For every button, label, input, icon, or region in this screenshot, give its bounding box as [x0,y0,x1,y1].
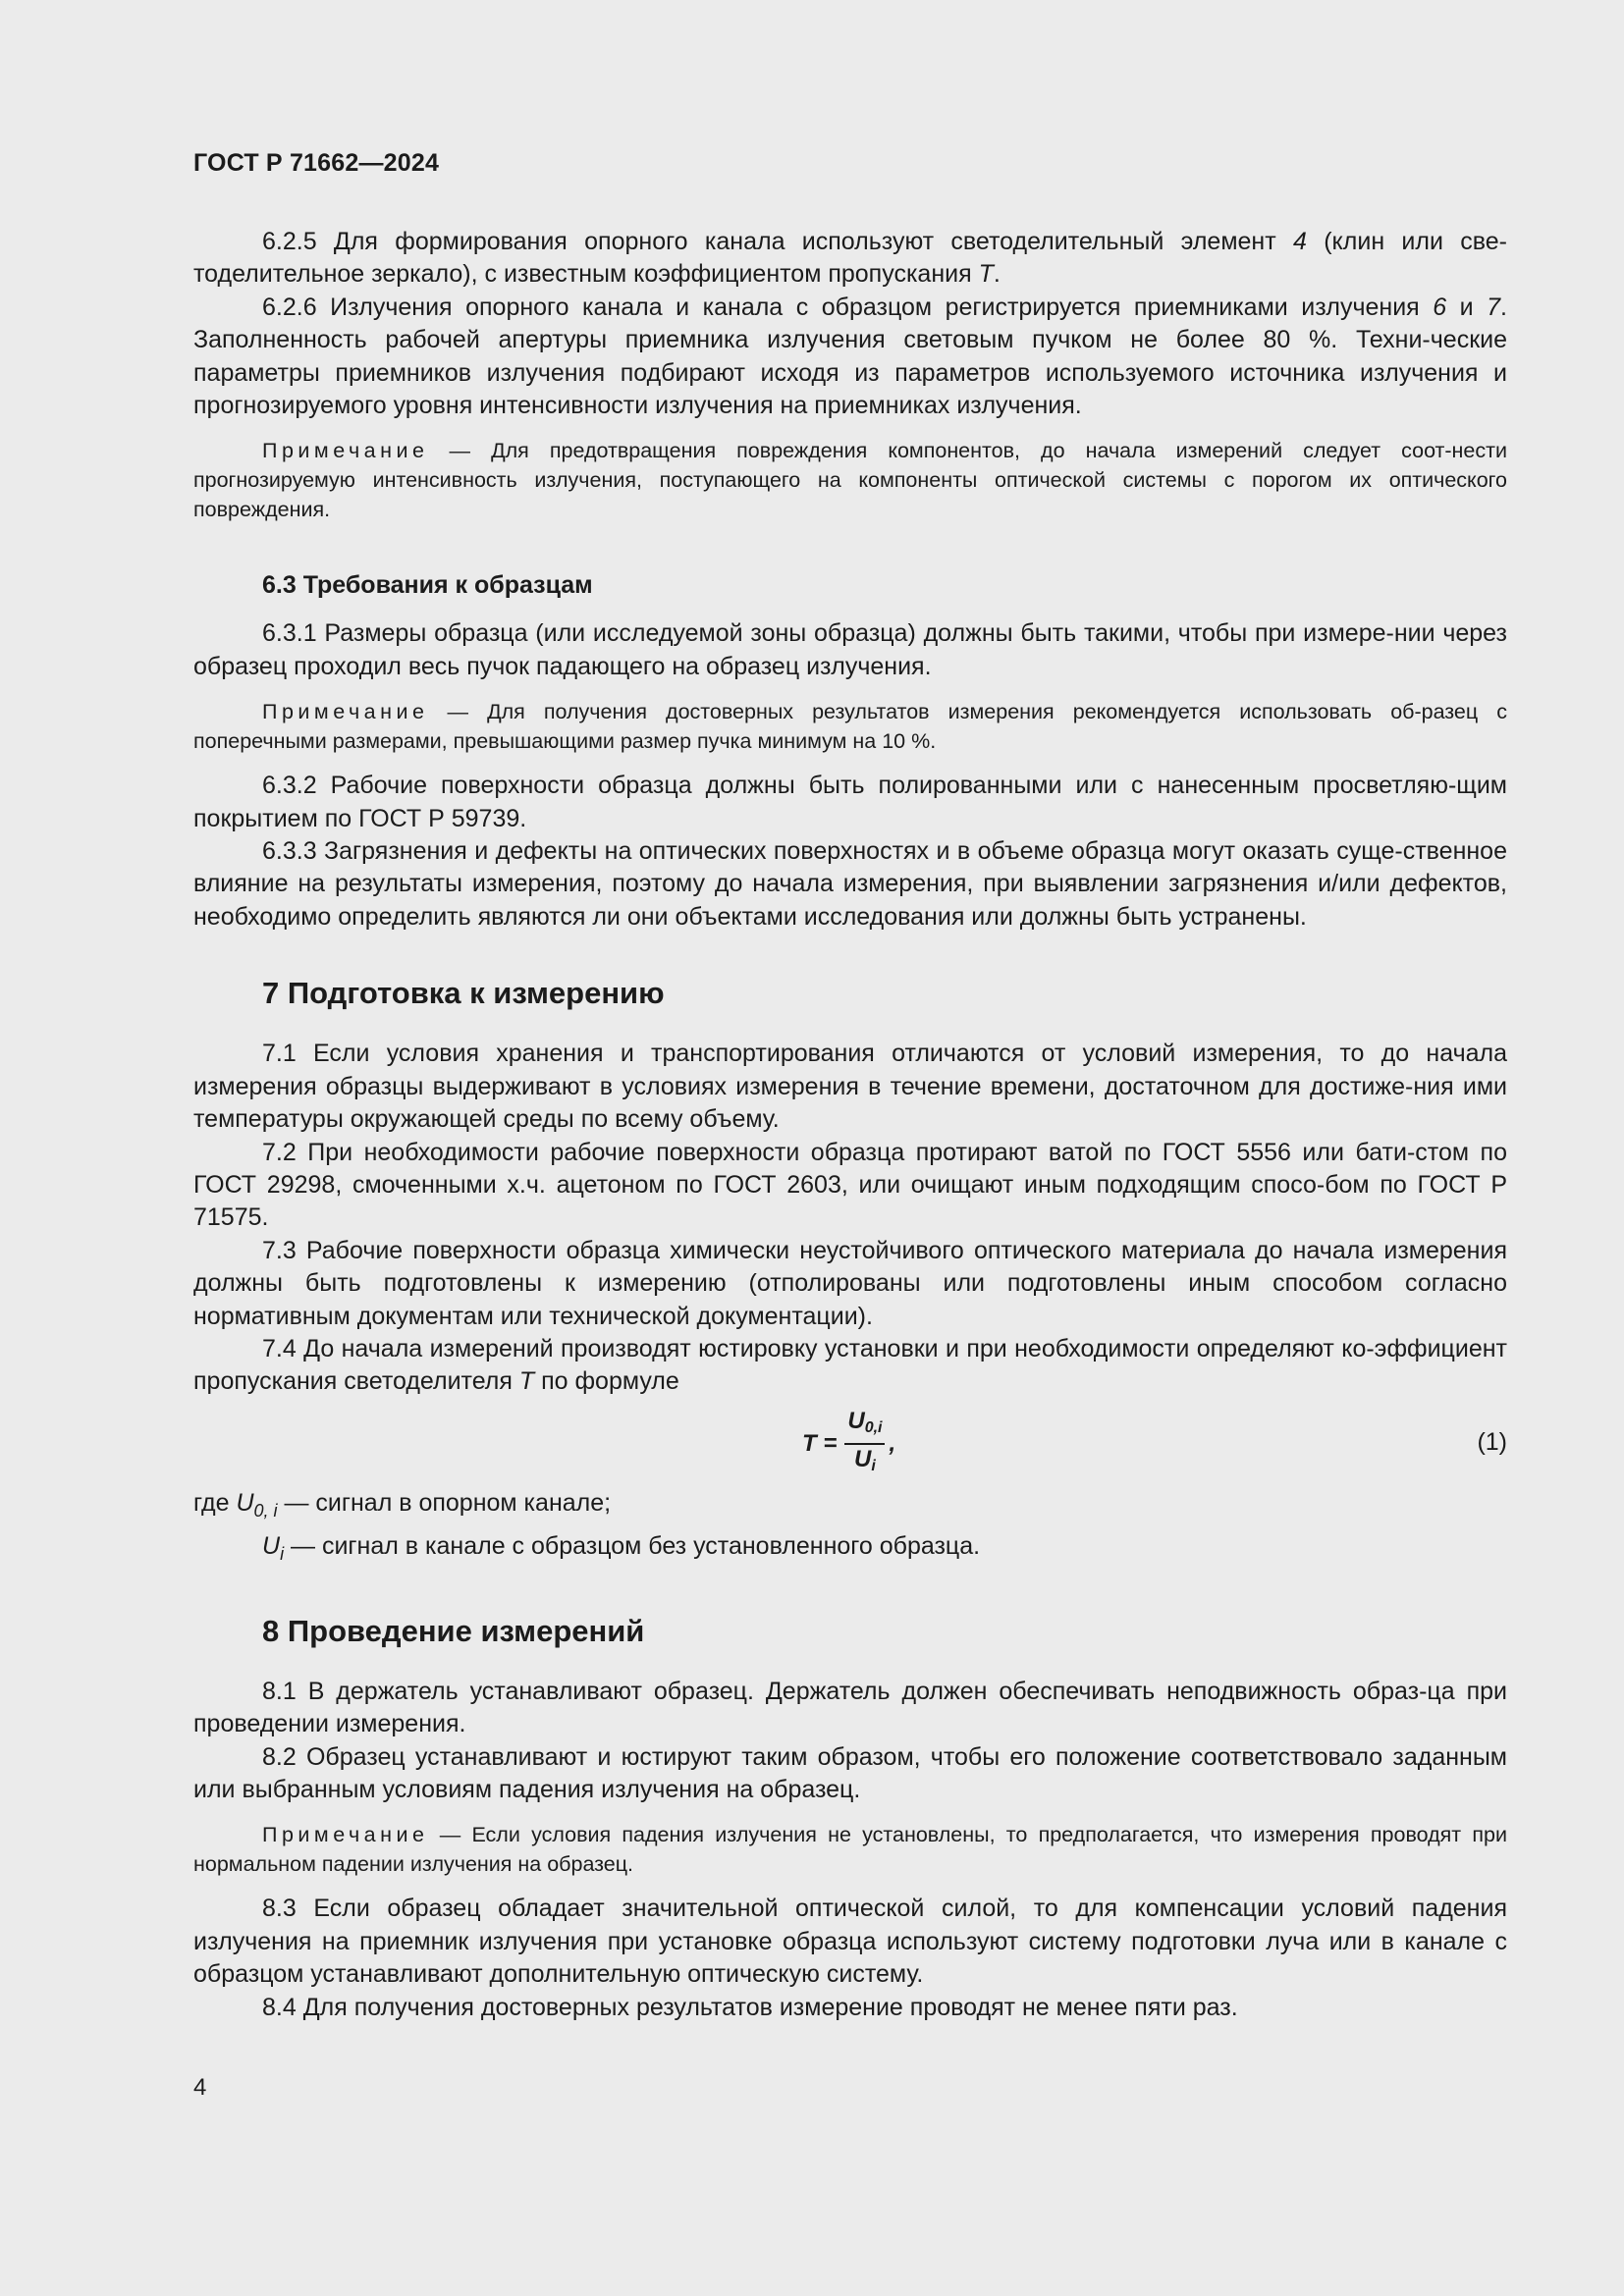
note-label: Примечание [262,700,429,724]
paragraph-7-4: 7.4 До начала измерений производят юстировку установки и при необходимости определяют ко-эффициент пропускания светоделителя T по формуле [193,1334,1507,1396]
paragraph-7-3: 7.3 Рабочие поверхности образца химически неустойчивого оптического материала до начала измерения должны быть подготовлены к измерению (отполированы или подготовлены иным способом согласно нормативным документам или технической документации). [193,1236,1507,1330]
paragraph-6-2-6: 6.2.6 Излучения опорного канала и канала с образцом регистрируется приемниками излучения 6 и 7. Заполненность рабочей апертуры приемника излучения световым пучком не более 80 %. Техни-ческие параметры приемников излучения подбирают исходя из параметров используемого источника излучения и прогнозируемого уровня интенсивности излучения на приемниках излучения. [193,293,1507,420]
paragraph-6-3-1: 6.3.1 Размеры образца (или исследуемой зоны образца) должны быть такими, чтобы при измере-нии через образец проходил весь пучок падающего на образец излучения. [193,619,1507,680]
paragraph-8-1: 8.1 В держатель устанавливают образец. Держатель должен обеспечивать неподвижность образ-ца при проведении измерения. [193,1677,1507,1738]
paragraph-6-3-3: 6.3.3 Загрязнения и дефекты на оптических поверхностях и в объеме образца могут оказать суще-ственное влияние на результаты измерения, поэтому до начала измерения, при выявлении загрязнения и/или дефектов, необходимо определить являются ли они объектами исследования или должны быть устранены. [193,837,1507,931]
formula-1 [193,1407,1507,1481]
paragraph-7-1: 7.1 Если условия хранения и транспортирования отличаются от условий измерения, то до начала измерения образцы выдерживают в условиях измерения в течение времени, достаточном для достиже-ния ими температуры окружающей среды по всему объему. [193,1040,1507,1134]
legend-line-sample: $U_i$ — сигнал в канале с образцом без установленного образца. [262,1531,981,1564]
paragraph-8-2: 8.2 Образец устанавливают и юстируют таким образом, чтобы его положение соответствовало заданным или выбранным условиям падения излучения на образец. [193,1742,1507,1803]
formula-number: (1) [1477,1427,1507,1456]
ref-receiver-7: 7 [1487,293,1501,321]
paragraph-7-2: 7.2 При необходимости рабочие поверхности образца протирают ватой по ГОСТ 5556 или бати-стом по ГОСТ 29298, смоченными х.ч. ацетоном по ГОСТ 2603, или очищают иным подходящим спосо-бом по ГОСТ Р 71575. [193,1138,1507,1232]
note-sample-size: Примечание — Для получения достоверных результатов измерения рекомендуется использовать об-разец с поперечными размерами, превышающими размер пучка минимум на 10 %. [193,700,1507,754]
note-label: Примечание [262,439,429,463]
note-incidence: Примечание — Если условия падения излучения не установлены, то предполагается, что измерения проводят при нормальном падении излучения на образец. [193,1823,1507,1877]
formula-legend [193,1485,1507,1572]
ref-receiver-6: 6 [1433,293,1447,321]
paragraph-8-4: 8.4 Для получения достоверных результатов измерение проводят не менее пяти раз. [262,1993,1238,2021]
heading-section-8: 8 Проведение измерений [262,1613,645,1648]
formula-denominator: $U_i$ [854,1445,876,1474]
symbol-T: T [978,260,994,289]
formula-trail: , [889,1429,896,1457]
legend-line-reference: где $U_{0, i}$ — сигнал в опорном канале; [193,1488,612,1521]
document-page [193,0,1507,2296]
transmission-formula [802,1407,896,1477]
formula-lhs: T = [802,1429,838,1457]
heading-section-7: 7 Подготовка к измерению [262,976,665,1011]
note-label: Примечание [262,1823,429,1847]
note-component-damage: Примечание — Для предотвращения повреждения компонентов, до начала измерений следует соот-нести прогнозируемую интенсивность излучения, поступающего на компоненты оптической системы с порогом их оптического повреждения. [193,439,1507,522]
heading-6-3: 6.3 Требования к образцам [262,571,593,600]
paragraph-6-3-2: 6.3.2 Рабочие поверхности образца должны быть полированными или с нанесенным просветляю-щим покрытием по ГОСТ Р 59739. [193,772,1507,832]
page-number: 4 [193,2074,207,2101]
formula-fraction [844,1408,885,1480]
document-header: ГОСТ Р 71662—2024 [193,149,440,177]
paragraph-8-3: 8.3 Если образец обладает значительной оптической силой, то для компенсации условий падения излучения на приемник излучения при установке образца используют систему подготовки луча или в канале с образцом устанавливают дополнительную оптическую систему. [193,1895,1507,1989]
document-body [193,226,1507,2024]
symbol-T: T [518,1367,535,1396]
paragraph-6-2-5: 6.2.5 Для формирования опорного канала используют светоделительный элемент 4 (клин или све-тоделительное зеркало), с известным коэффициентом пропускания T. [193,228,1507,289]
formula-numerator: $U_{0,i}$ [844,1408,885,1445]
ref-element-4: 4 [1293,228,1307,255]
